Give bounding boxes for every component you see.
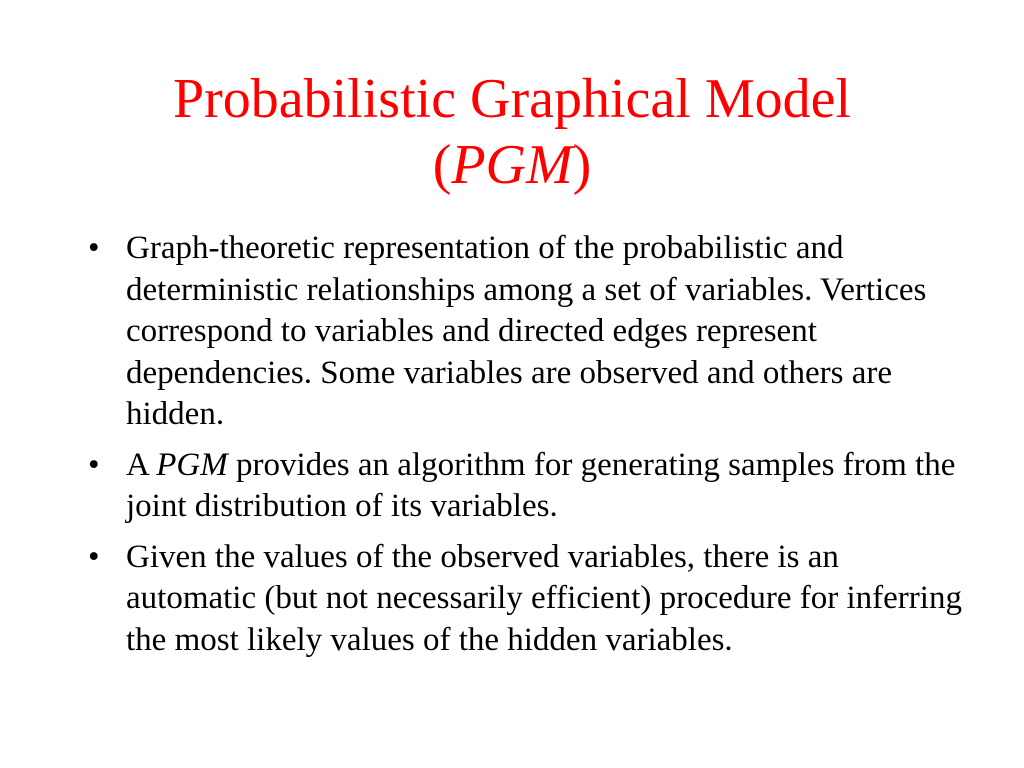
bullet-marker: • bbox=[88, 446, 100, 483]
bullet-text: Graph-theoretic representation of the probabilistic and deterministic relationships among a set of variables. Vertices correspond to variables and directed edges represent dependencies. Some variables are observed and others are hidden. bbox=[126, 230, 927, 432]
bullet-text-prefix: A bbox=[126, 446, 157, 483]
bullet-marker: • bbox=[88, 230, 100, 266]
title-open-paren: ( bbox=[432, 134, 452, 196]
bullet-list bbox=[84, 228, 964, 670]
bullet-item-3 bbox=[84, 537, 964, 662]
title-line-1: Probabilistic Graphical Model bbox=[172, 68, 852, 130]
bullet-abbreviation: PGM bbox=[156, 446, 228, 483]
title-abbreviation: PGM bbox=[451, 134, 573, 196]
title-line-2 bbox=[0, 132, 1024, 198]
bullet-item-2 bbox=[84, 445, 964, 528]
bullet-text: Given the values of the observed variables, there is an automatic (but not necessarily efficient) procedure for inferring the most likely values of the hidden variables. bbox=[126, 538, 962, 658]
bullet-marker: • bbox=[88, 538, 100, 575]
bullet-text-suffix: provides an algorithm for generating samples from the joint distribution of its variables. bbox=[126, 446, 956, 524]
bullet-item-1 bbox=[84, 228, 964, 436]
title-close-paren: ) bbox=[572, 134, 592, 196]
slide-title bbox=[0, 66, 1024, 198]
